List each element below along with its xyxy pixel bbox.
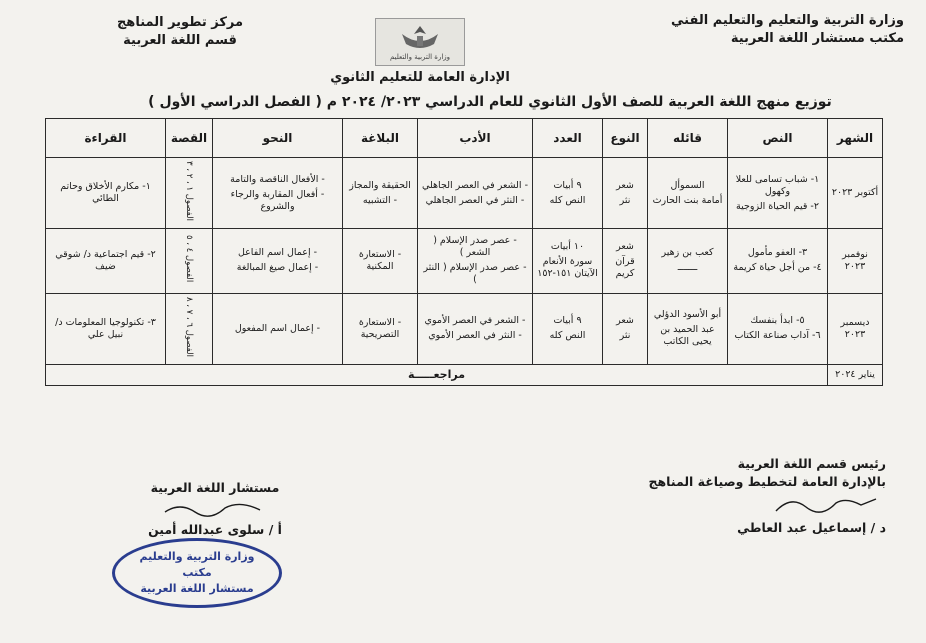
grammar-cell: - الأفعال الناقصة والتامة - أفعال المقاربة والرجاء والشروع: [213, 158, 343, 229]
grammar-cell: - إعمال اسم المفعول: [213, 293, 343, 364]
header-count: العدد: [533, 119, 603, 158]
grammar-cell: - إعمال اسم الفاعل - إعمال صيغ المبالغة: [213, 229, 343, 293]
header-type: النوع: [603, 119, 648, 158]
count-cell: ٩ أبيات النص كله: [533, 293, 603, 364]
curriculum-center-header: [95, 14, 265, 50]
department-head-signature: [556, 455, 886, 537]
count-cell: ١٠ أبيات سورة الأنعام الآيتان ١٥١-١٥٢: [533, 229, 603, 293]
header-text: النص: [728, 119, 828, 158]
literature-cell: - الشعر في العصر الأموي - النثر في العصر الأموي: [418, 293, 533, 364]
table-row: [46, 158, 883, 229]
table-row: [46, 293, 883, 364]
header-month: الشهر: [828, 119, 883, 158]
reading-cell: ٣- تكنولوجيا المعلومات د/ نبيل علي: [46, 293, 166, 364]
eagle-icon: [380, 22, 460, 62]
office-name: مكتب مستشار اللغة العربية: [730, 31, 904, 46]
signer-title: رئيس قسم اللغة العربية: [737, 456, 886, 471]
month-cell: أكتوبر ٢٠٢٣: [828, 158, 883, 229]
text-cell: ٣- العفو مأمول ٤- من أجل حياة كريمة: [728, 229, 828, 293]
literature-cell: - الشعر في العصر الجاهلي - النثر في العصر الجاهلي: [418, 158, 533, 229]
type-cell: شعر قرآن كريم: [603, 229, 648, 293]
center-name: مركز تطوير المناهج: [116, 15, 244, 30]
rhetoric-cell: الحقيقة والمجاز - التشبيه: [343, 158, 418, 229]
header-reading: القراءة: [46, 119, 166, 158]
story-cell: الفصول ٦ ، ٧ ، ٨: [166, 293, 213, 364]
literature-cell: - عصر صدر الإسلام ( الشعر ) - عصر صدر الإسلام ( النثر ): [418, 229, 533, 293]
document-title: توزيع منهج اللغة العربية للصف الأول الثانوي للعام الدراسي ٢٠٢٣/ ٢٠٢٤ م ( الفصل الدراسي الأول ): [148, 94, 832, 110]
author-cell: كعب بن زهير ـــــــ: [648, 229, 728, 293]
svg-text:وزارة التربية والتعليم: وزارة التربية والتعليم: [389, 53, 451, 61]
advisor-title: مستشار اللغة العربية: [150, 480, 280, 495]
author-cell: السموأل أمامة بنت الحارث: [648, 158, 728, 229]
signer-department: بالإدارة العامة لتخطيط وصياغة المناهج: [648, 474, 886, 489]
ministry-name: وزارة التربية والتعليم والتعليم الفني: [671, 13, 904, 28]
table-row: [46, 229, 883, 293]
header-story: القصة: [166, 119, 213, 158]
handwritten-signature: [766, 491, 886, 519]
count-cell: ٩ أبيات النص كله: [533, 158, 603, 229]
text-cell: ١- شباب تسامى للعلا وكهول ٢- قيم الحياة الزوجية: [728, 158, 828, 229]
administration-title: الإدارة العامة للتعليم الثانوي: [330, 70, 510, 85]
type-cell: شعر نثر: [603, 158, 648, 229]
story-cell: الفصول ٤ ، ٥: [166, 229, 213, 293]
header-grammar: النحو: [213, 119, 343, 158]
ministry-emblem: [375, 18, 465, 66]
department-name: قسم اللغة العربية: [123, 33, 237, 48]
signer-name: د / إسماعيل عبد العاطي: [737, 520, 886, 535]
table-header-row: [46, 119, 883, 158]
reading-cell: ١- مكارم الأخلاق وحاتم الطائي: [46, 158, 166, 229]
header-author: قائله: [648, 119, 728, 158]
header-rhetoric: البلاغة: [343, 119, 418, 158]
author-cell: أبو الأسود الدؤلي عبد الحميد بن يحيى الكاتب: [648, 293, 728, 364]
month-cell: يناير ٢٠٢٤: [828, 365, 883, 386]
rhetoric-cell: - الاستعارة المكنية: [343, 229, 418, 293]
reading-cell: ٢- قيم اجتماعية د/ شوقي ضيف: [46, 229, 166, 293]
advisor-signature: [100, 478, 330, 540]
handwritten-signature: [160, 498, 270, 520]
header-literature: الأدب: [418, 119, 533, 158]
month-cell: نوفمبر ٢٠٢٣: [828, 229, 883, 293]
official-stamp: وزارة التربية والتعليم مكتب مستشار اللغة العربية: [112, 538, 282, 608]
ministry-header: [604, 12, 904, 48]
text-cell: ٥- ابدأ بنفسك ٦- آداب صناعة الكتاب: [728, 293, 828, 364]
review-cell: مراجعـــــة: [46, 365, 828, 386]
type-cell: شعر نثر: [603, 293, 648, 364]
rhetoric-cell: - الاستعارة التصريحية: [343, 293, 418, 364]
month-cell: ديسمبر ٢٠٢٣: [828, 293, 883, 364]
advisor-name: أ / سلوى عبدالله أمين: [148, 522, 282, 537]
curriculum-table: [45, 118, 883, 386]
review-row: [46, 365, 883, 386]
story-cell: الفصول ١ ، ٢ ، ٣: [166, 158, 213, 229]
